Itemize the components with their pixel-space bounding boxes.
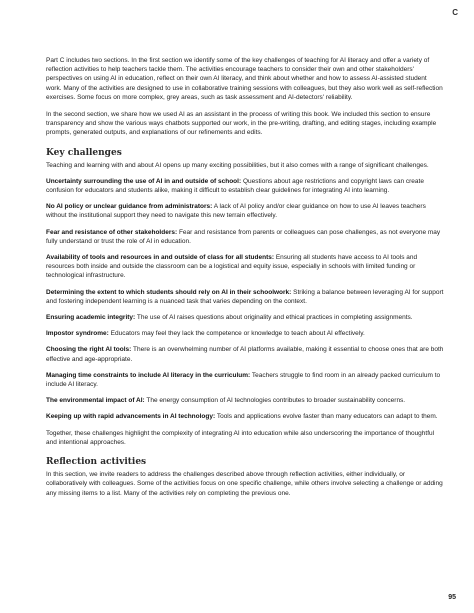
challenge-item — [46, 288, 444, 306]
challenge-term: Keeping up with rapid advancements in AI technology: — [46, 413, 216, 421]
challenge-term: Uncertainty surrounding the use of AI in and outside of school: — [46, 177, 242, 185]
challenge-text: Striking a balance between leveraging AI for support and fostering independent learning is a nuanced task that varies depending on the context. — [46, 288, 444, 305]
page-number: 95 — [448, 594, 456, 601]
challenge-term: Availability of tools and resources in and outside of class for all students: — [46, 254, 275, 262]
challenge-item — [46, 313, 444, 322]
challenges-closing: Together, these challenges highlight the complexity of integrating AI into education while also underscoring the importance of thoughtful and intentional approaches. — [46, 429, 435, 446]
challenge-text: Tools and applications evolve faster than many educators can adapt to them. — [215, 413, 438, 421]
challenge-term: No AI policy or unclear guidance from administrators: — [46, 203, 213, 211]
challenge-item — [46, 202, 444, 220]
challenge-text: Ensuring all students have access to AI tools and resources both inside and outside the classroom can be a logistical and equity issue, especially in schools with limited funding or technological infrastructure. — [46, 254, 418, 280]
challenge-item — [46, 253, 444, 281]
challenge-text: Educators may feel they lack the competence or knowledge to teach about AI effectively. — [108, 330, 365, 338]
challenge-term: Fear and resistance of other stakeholders: — [46, 228, 178, 236]
section-tab: C — [452, 8, 458, 17]
challenge-item — [46, 177, 444, 195]
challenge-text: The energy consumption of AI technologies contributes to broader sustainability concerns. — [144, 397, 406, 405]
intro-paragraph-2: In the second section, we share how we used AI as an assistant in the process of writing this book. We included this section to ensure transparency and show the various ways chatbots supported our work, in the pre-writing, drafting, and editing stages, including example prompts, generated outputs, and explanations of our refinements and edits. — [46, 111, 437, 137]
reflection-paragraph: In this section, we invite readers to address the challenges described above through reflection activities, either individually, or collaboratively with colleagues. Some of the activities focus on one specific challenge, while others involve selecting a challenge or adding any missing items to a list. Many of the activities rely on completing the previous one. — [46, 471, 443, 497]
key-challenges-intro: Teaching and learning with and about AI opens up many exciting possibilities, but it also comes with a range of significant challenges. — [46, 161, 429, 169]
challenge-term: Impostor syndrome: — [46, 330, 109, 338]
page-content — [46, 56, 444, 506]
challenge-term: Determining the extent to which students should rely on AI in their schoolwork: — [46, 288, 292, 296]
challenge-text: Teachers struggle to find room in an already packed curriculum to include AI literacy. — [46, 371, 441, 389]
challenge-text: Questions about age restrictions and copyright laws can create confusion for educators and students alike, making it difficult to establish clear guidelines for integrating AI into learning. — [46, 177, 424, 195]
challenge-text: There is an overwhelming number of AI platforms available, making it essential to choose ones that are both effective and age-appropriate. — [46, 346, 444, 363]
key-challenges-heading: Key challenges — [46, 147, 122, 158]
challenge-term: Choosing the right AI tools: — [46, 346, 132, 354]
challenge-item — [46, 412, 444, 421]
reflection-heading: Reflection activities — [46, 457, 147, 468]
challenge-item — [46, 371, 444, 389]
challenge-text: Fear and resistance from parents or colleagues can pose challenges, as not everyone may fully understand or trust the role of AI in education. — [46, 228, 441, 245]
challenge-term: The environmental impact of AI: — [46, 397, 145, 405]
challenge-text: A lack of AI policy and/or clear guidance on how to use AI leaves teachers without the institutional support they need to navigate this new terrain effectively. — [46, 203, 426, 220]
challenge-term: Ensuring academic integrity: — [46, 314, 136, 322]
intro-paragraph-1: Part C includes two sections. In the first section we identify some of the key challenges of teaching for AI literacy and offer a variety of reflection activities to help teachers tackle them. The activities encourage teachers to consider their own and other stakeholders' perspectives on using AI in education, reflect on their own AI literacy, and think about whether and how to assess AI-assisted student work. Many of the activities are designed to use in collaborative training sessions with colleagues, but they also work well as self-reflection exercises. Some focus on more complex, grey areas, such as task assessment and AI-detectors' reliability. — [46, 57, 443, 101]
challenge-item — [46, 329, 444, 338]
challenge-text: The use of AI raises questions about originality and ethical practices in completing assignments. — [135, 314, 413, 322]
challenge-term: Managing time constraints to include AI literacy in the curriculum: — [46, 371, 251, 379]
challenge-item — [46, 396, 444, 405]
challenge-item — [46, 345, 444, 363]
challenge-item — [46, 228, 444, 246]
